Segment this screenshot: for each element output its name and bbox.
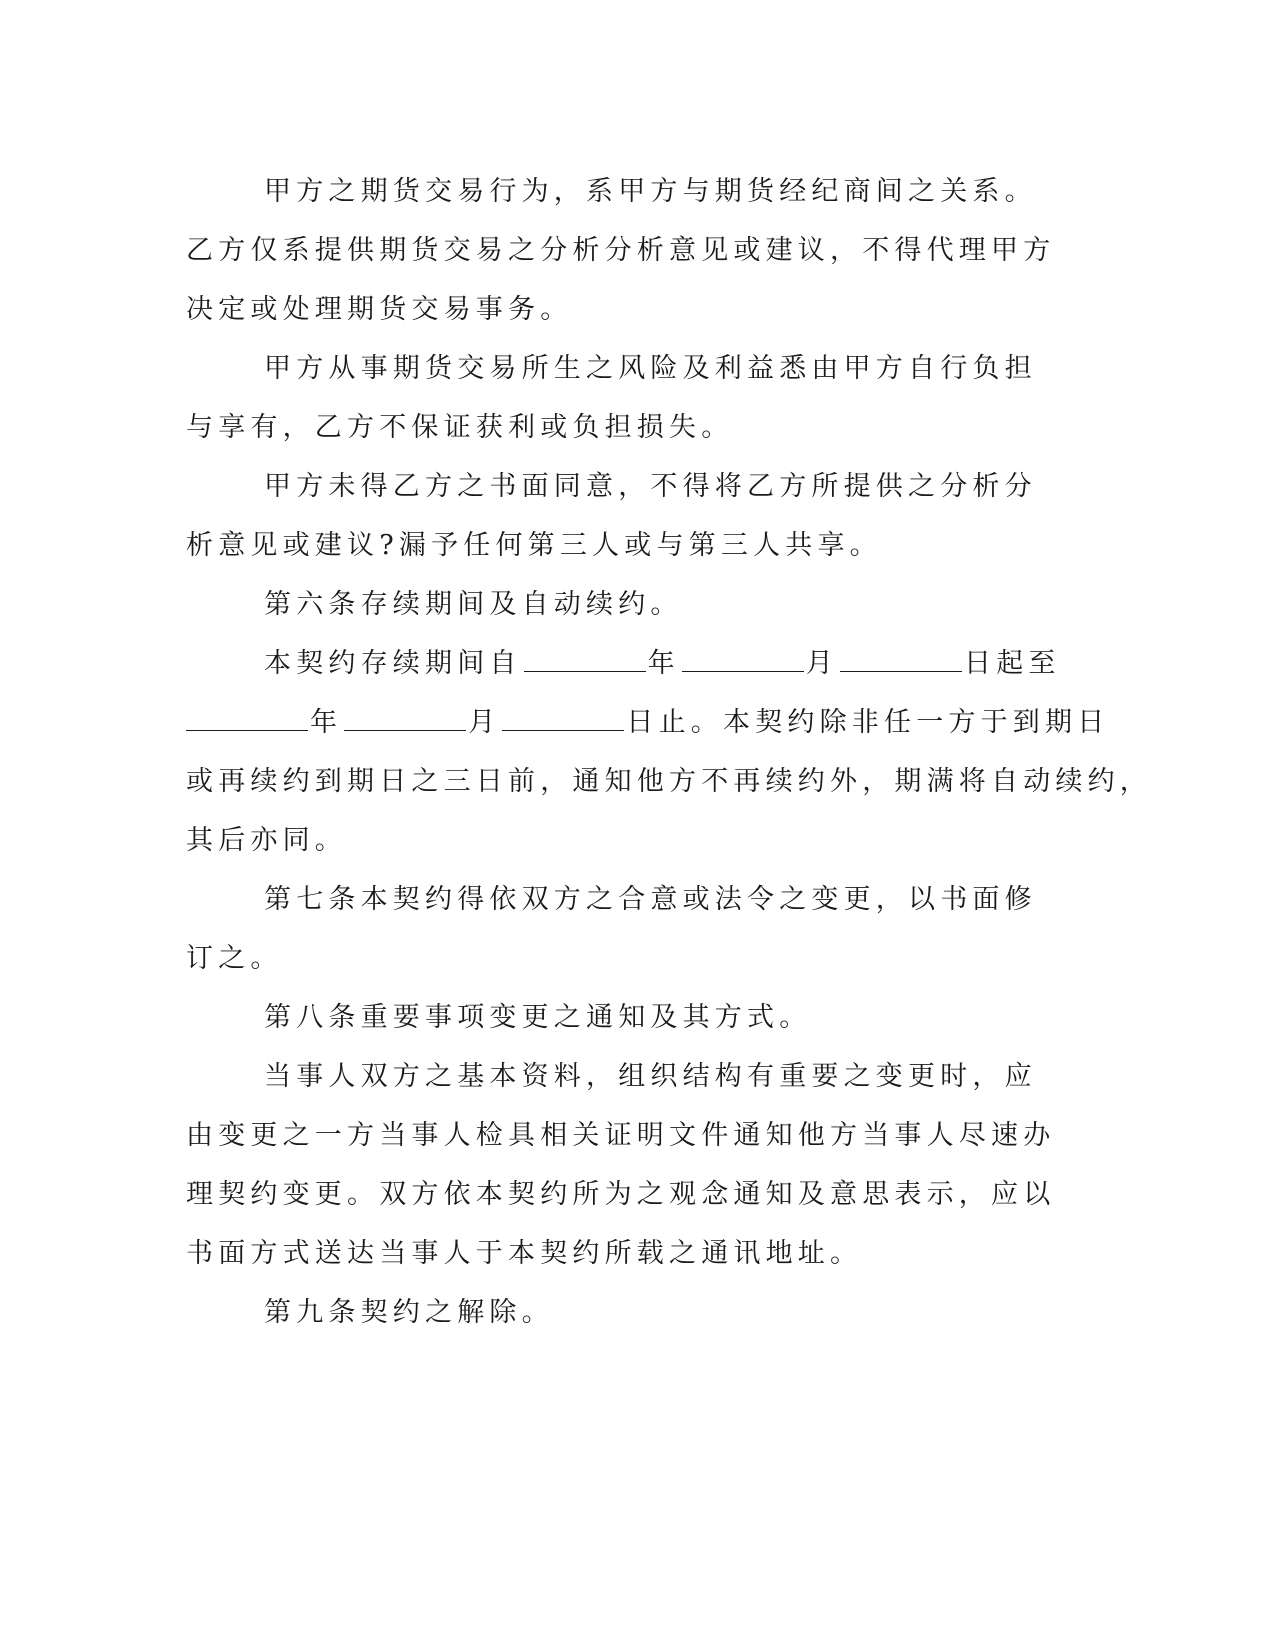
term-line-4: 其后亦同。 [186,825,347,856]
end-day-blank [502,708,624,731]
year-label-2: 年 [310,707,343,738]
document-body [186,162,1152,1342]
term-line-3: 或再续约到期日之三日前，通知他方不再续约外，期满将自动续约， [186,766,1152,797]
article-7: 第七条本契约得依双方之合意或法令之变更，以书面修订之。 [186,884,1037,974]
end-month-blank [344,708,466,731]
month-label-1: 月 [805,648,839,679]
start-year-blank [524,649,646,672]
year-label-1: 年 [647,648,680,679]
article-9-heading: 第九条契约之解除。 [264,1297,554,1328]
end-year-blank [186,708,308,731]
paragraph-change-notice: 当事人双方之基本资料，组织结构有重要之变更时，应由变更之一方当事人检具相关证明文件通知他方当事人尽速办理契约变更。双方依本契约所为之观念通知及意思表示，应以书面方式送达当事人于本契约所载之通讯地址。 [186,1061,1056,1269]
article-6-heading: 第六条存续期间及自动续约。 [264,589,683,620]
article-8-heading: 第八条重要事项变更之通知及其方式。 [264,1002,812,1033]
start-month-blank [682,649,804,672]
day-label-2: 日止。本契约除非任一方于到期日 [626,707,1110,738]
month-label-2: 月 [468,707,501,738]
term-clause [186,634,1152,870]
term-start-label: 本契约存续期间自 [264,648,522,679]
start-day-blank [840,649,962,672]
day-label-1: 日起至 [964,648,1061,679]
term-line-2 [186,693,1110,752]
paragraph-risk-profit: 甲方从事期货交易所生之风险及利益悉由甲方自行负担与享有，乙方不保证获利或负担损失。 [186,353,1037,443]
term-line-1 [186,634,1066,693]
paragraph-confidentiality: 甲方未得乙方之书面同意，不得将乙方所提供之分析分析意见或建议?漏予任何第三人或与第三人共享。 [186,471,1037,561]
paragraph-brokerage-relation: 甲方之期货交易行为，系甲方与期货经纪商间之关系。乙方仅系提供期货交易之分析分析意见或建议，不得代理甲方决定或处理期货交易事务。 [186,176,1056,325]
